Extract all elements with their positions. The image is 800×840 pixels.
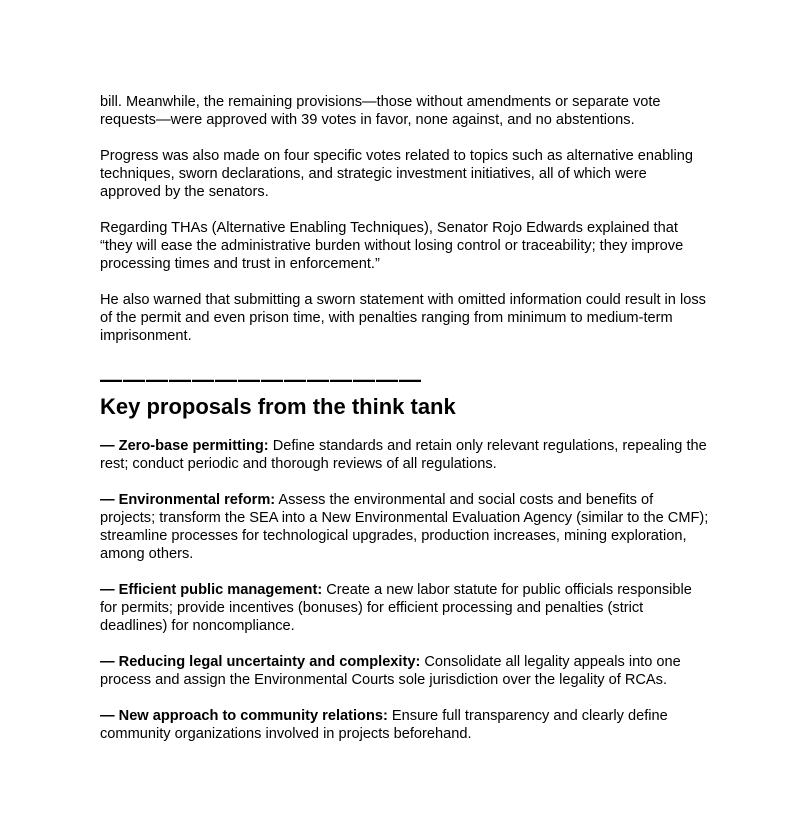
proposal-item: [100, 707, 710, 743]
proposal-title: — Reducing legal uncertainty and complexity:: [100, 654, 421, 670]
body-paragraph: bill. Meanwhile, the remaining provisions—those without amendments or separate vote requests—were approved with 39 votes in favor, none against, and no abstentions.: [100, 94, 661, 128]
proposal-title: — Efficient public management:: [100, 582, 323, 598]
body-paragraph: Progress was also made on four specific votes related to topics such as alternative enabling techniques, sworn declarations, and strategic investment initiatives, all of which were approved by the senators.: [100, 148, 693, 200]
proposal-text: Ensure full transparency and clearly define community organizations involved in projects beforehand.: [100, 708, 668, 742]
section-title: Key proposals from the think tank: [100, 394, 456, 419]
proposal-text: Create a new labor statute for public officials responsible for permits; provide incentives (bonuses) for efficient processing and penalties (strict deadlines) for noncompliance.: [100, 582, 692, 634]
proposal-text: Consolidate all legality appeals into one process and assign the Environmental Courts sole jurisdiction over the legality of RCAs.: [100, 654, 681, 688]
proposal-title: — New approach to community relations:: [100, 708, 388, 724]
proposal-title: — Environmental reform:: [100, 492, 276, 508]
body-paragraph: He also warned that submitting a sworn statement with omitted information could result in loss of the permit and even prison time, with penalties ranging from minimum to medium-term imprisonment.: [100, 292, 706, 344]
proposal-text: Assess the environmental and social costs and benefits of projects; transform the SEA into a New Environmental Evaluation Agency (similar to the CMF); streamline processes for technological upgrades, production increases, mining exploration, among others.: [100, 492, 709, 562]
proposal-item: [100, 581, 710, 635]
proposal-text: Define standards and retain only relevant regulations, repealing the rest; conduct periodic and thorough reviews of all regulations.: [100, 438, 707, 472]
proposal-item: [100, 491, 710, 563]
body-paragraph: Regarding THAs (Alternative Enabling Techniques), Senator Rojo Edwards explained that “they will ease the administrative burden without losing control or traceability; they improve processing times and trust in enforcement.”: [100, 220, 684, 272]
article-body: [100, 93, 710, 761]
section-divider: ——————————————: [100, 367, 422, 392]
proposal-item: [100, 653, 710, 689]
proposal-item: [100, 437, 710, 473]
proposal-title: — Zero-base permitting:: [100, 438, 269, 454]
